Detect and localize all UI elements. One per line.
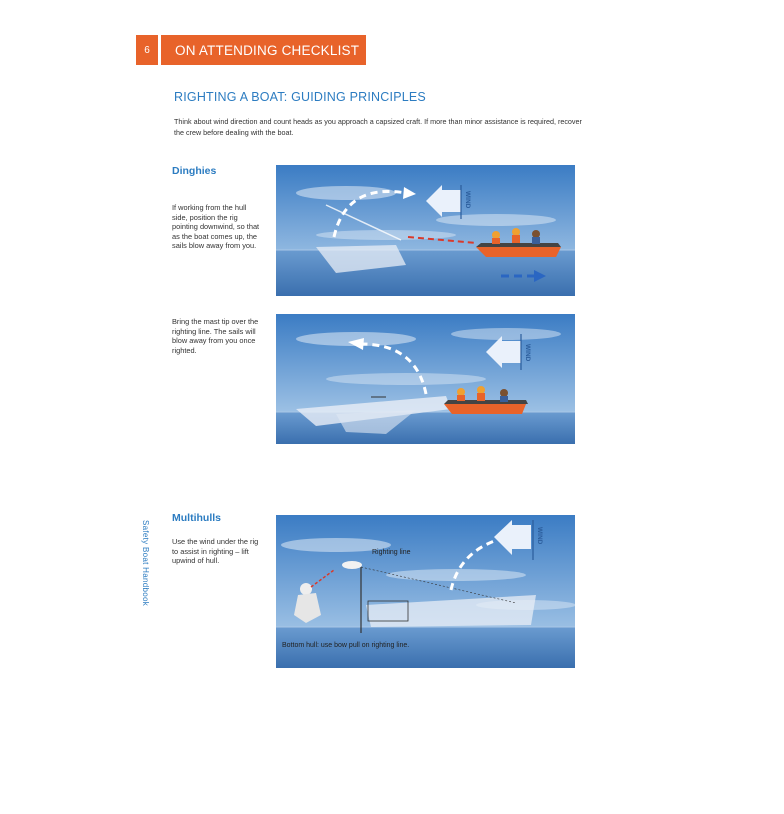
- wind-label-1: WIND: [464, 191, 471, 209]
- chapter-header: [136, 35, 366, 65]
- chapter-title: ON ATTENDING CHECKLIST: [161, 35, 366, 65]
- righting-line-label: Righting line: [372, 549, 411, 556]
- dinghies-text-1: If working from the hull side, position the rig pointing downwind, so that as the boat comes up, the sails blow away from you.: [172, 203, 260, 251]
- multihull-caption: Bottom hull: use bow pull on righting line.: [282, 642, 410, 649]
- dinghy-illustration-2: [276, 314, 575, 444]
- multihull-illustration: [276, 515, 575, 668]
- wind-label-3: WIND: [536, 527, 543, 545]
- wind-label-2: WIND: [524, 344, 531, 362]
- multihulls-text: Use the wind under the rig to assist in righting – lift upwind of hull.: [172, 537, 259, 566]
- side-running-title: Safety Boat Handbook: [141, 520, 150, 607]
- multihulls-heading: Multihulls: [172, 512, 221, 524]
- intro-paragraph: Think about wind direction and count heads as you approach a capsized craft. If more than minor assistance is required, recover the crew before dealing with the boat.: [174, 117, 582, 137]
- dinghies-heading: Dinghies: [172, 165, 217, 177]
- dinghies-text-2: Bring the mast tip over the righting line. The sails will blow away from you once righted.: [172, 317, 259, 355]
- dinghy-illustration-1: [276, 165, 575, 296]
- section-title: RIGHTING A BOAT: GUIDING PRINCIPLES: [174, 90, 426, 104]
- page-number: 6: [136, 35, 161, 65]
